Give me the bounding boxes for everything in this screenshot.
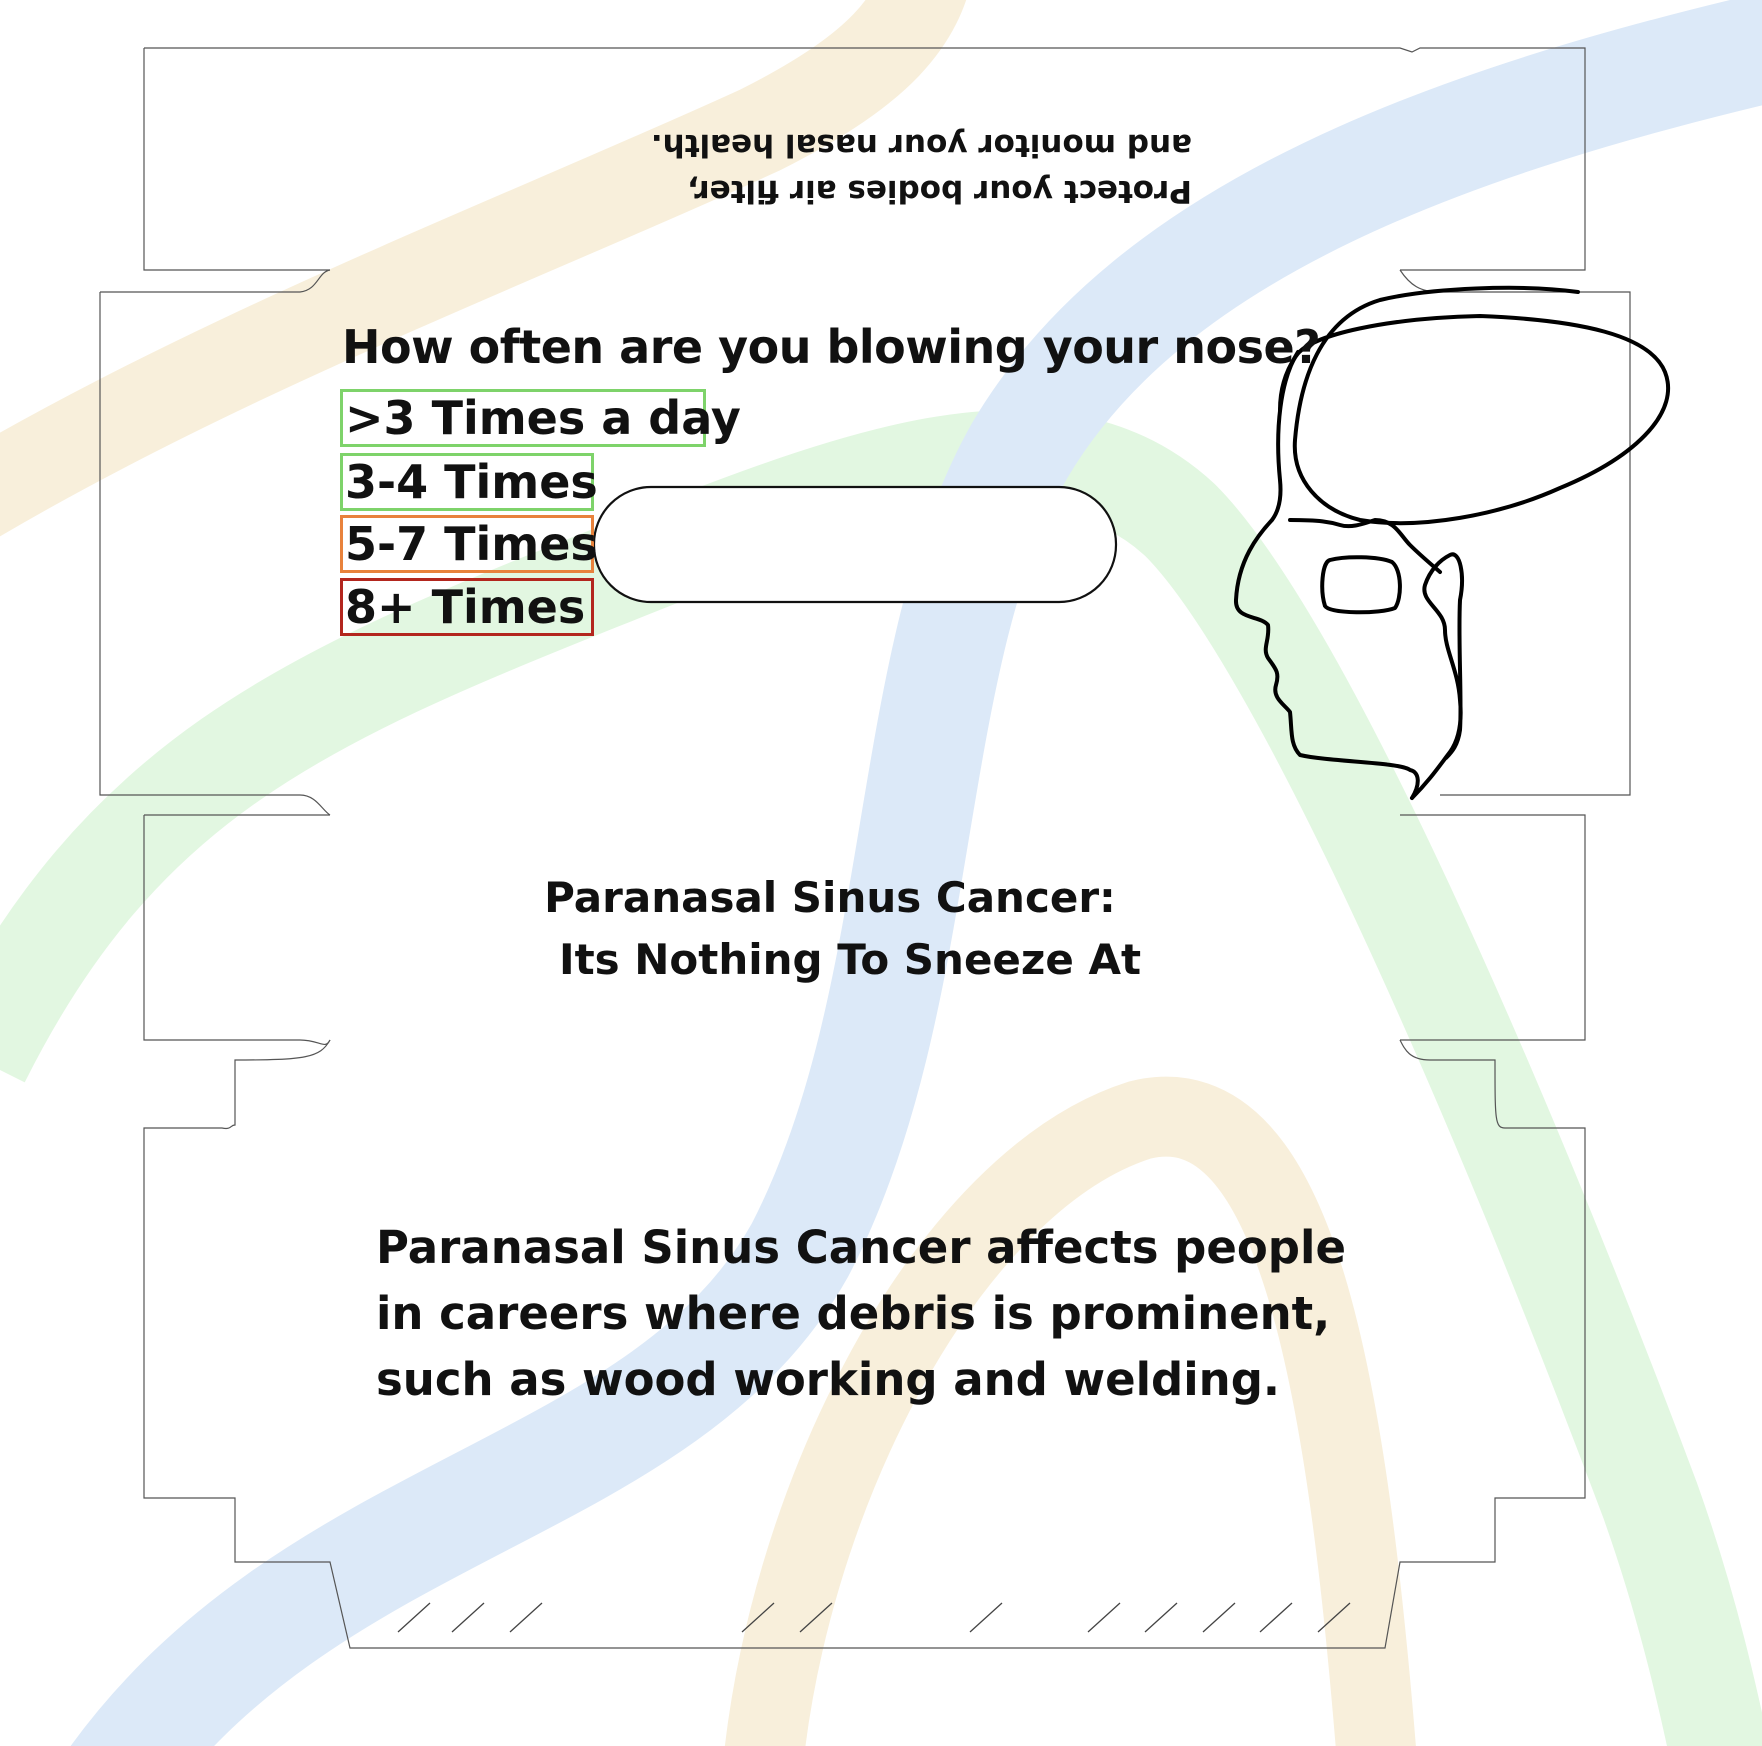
option-5-7[interactable] (340, 515, 598, 573)
panel-title-line1: Paranasal Sinus Cancer: (544, 873, 1116, 922)
score-marks (398, 1603, 1350, 1632)
panel-title-line2: Its Nothing To Sneeze At (558, 935, 1142, 984)
option-more-than-3[interactable] (340, 389, 741, 447)
top-flap-tagline: Protect your bodies air filter, and monitor your nasal health. (650, 127, 1192, 209)
option-label: 8+ Times (345, 580, 586, 634)
option-label: >3 Times a day (345, 391, 741, 445)
info-paragraph: Paranasal Sinus Cancer affects people in careers where debris is prominent, such as wood working and welding. (376, 1221, 1346, 1406)
window-cutout (594, 487, 1116, 602)
option-label: 3-4 Times (345, 455, 598, 509)
option-3-4[interactable] (340, 453, 598, 511)
question-heading: How often are you blowing your nose? (342, 320, 1321, 374)
option-label: 5-7 Times (345, 517, 598, 571)
option-8-plus[interactable] (340, 578, 594, 636)
eye-socket (1322, 557, 1400, 612)
